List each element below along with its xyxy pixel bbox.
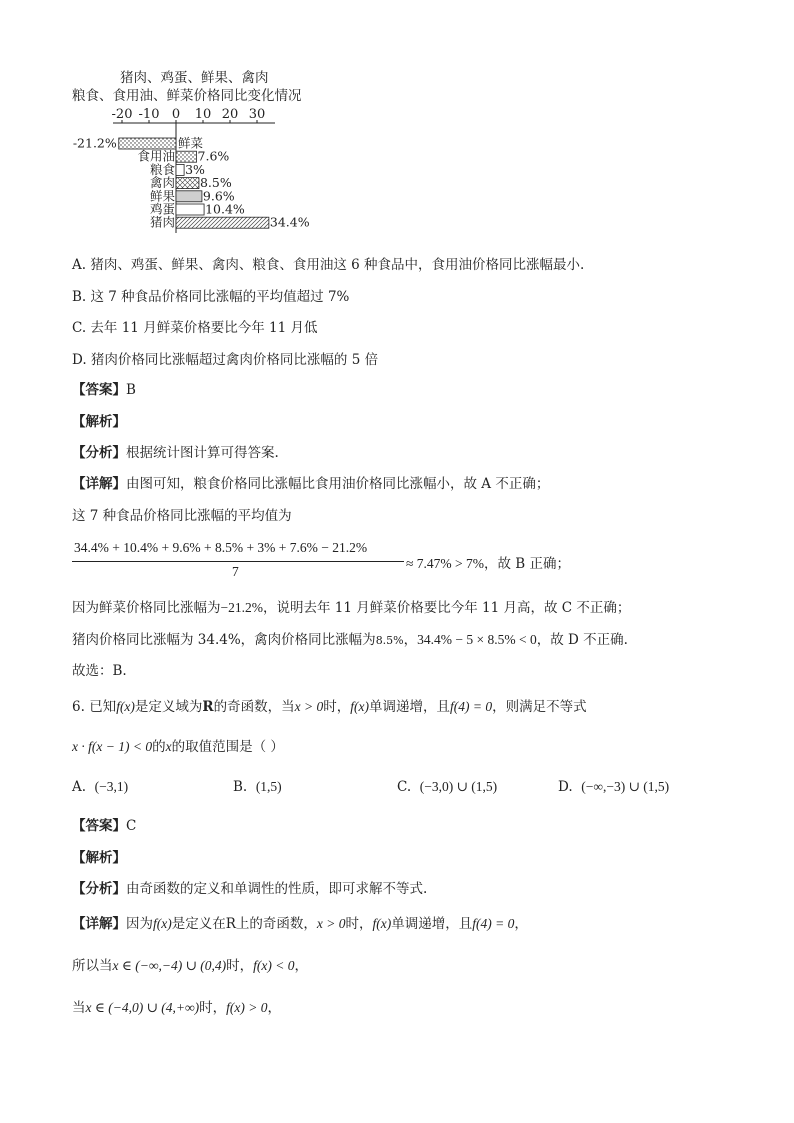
q6-option-c: C. (−3,0) ∪ (1,5): [397, 779, 498, 795]
q6-option-b: B. (1,5): [233, 779, 282, 795]
q5-avg-text: 这 7 种食品价格同比涨幅的平均值为: [72, 508, 292, 524]
bar-3: [176, 178, 199, 189]
value-label: 7.6%: [197, 148, 230, 164]
chart-title-line2: 粮食、食用油、鲜菜价格同比变化情况: [72, 88, 302, 104]
bar-4: [176, 191, 202, 202]
fraction-denominator: 7: [232, 564, 239, 579]
category-label: 猪肉: [149, 214, 175, 230]
x-tick-label: 20: [221, 107, 239, 122]
x-tick-label: -20: [111, 107, 133, 122]
q6-fenxi: 【分析】由奇函数的定义和单调性的性质，即可求解不等式.: [72, 881, 428, 897]
q6-option-a: A. (−3,1): [72, 779, 129, 795]
value-label: -21.2%: [72, 135, 117, 151]
x-tick-label: 0: [171, 107, 181, 122]
bar-2: [176, 164, 184, 175]
value-label: 3%: [185, 161, 205, 177]
q5-answer: 【答案】B: [72, 382, 136, 398]
q5-xiangjie: 【详解】由图可知，粮食价格同比涨幅比食用油价格同比涨幅小，故 A 不正确；: [72, 476, 550, 492]
q5-line-d: 猪肉价格同比涨幅为 34.4%，禽肉价格同比涨幅为8.5%，34.4% − 5 × 8.5% < 0，故 D 不正确.: [72, 632, 628, 648]
q6-analysis-label: 【解析】: [72, 850, 126, 866]
bar-6: [176, 217, 269, 228]
q6-detail-line2: 当x ∈ (−4,0) ∪ (4,+∞)时，f(x) > 0，: [72, 1000, 281, 1016]
q6-stem-line1: 6. 已知f(x)是定义域为R的奇函数，当x > 0时，f(x)单调递增，且f(4) = 0，则满足不等式: [72, 699, 587, 715]
category-label: 粮食: [149, 161, 175, 177]
x-tick-label: -10: [138, 107, 160, 122]
x-tick-label: 10: [194, 107, 212, 122]
category-label: 鲜果: [149, 188, 175, 204]
category-label: 鸡蛋: [149, 201, 175, 217]
q6-stem-line2: x · f(x − 1) < 0的x的取值范围是（ ）: [72, 739, 284, 755]
bar-5: [176, 204, 204, 215]
q5-option-c: C. 去年 11 月鲜菜价格要比今年 11 月低: [72, 320, 318, 336]
value-label: 9.6%: [202, 188, 235, 204]
bar-1: [176, 151, 197, 162]
q5-choose: 故选：B.: [72, 663, 127, 679]
category-label: 禽肉: [149, 175, 175, 191]
q6-detail-line1: 所以当x ∈ (−∞,−4) ∪ (0,4)时，f(x) < 0，: [72, 958, 308, 974]
fraction-bar: [72, 561, 404, 562]
category-label: 鲜菜: [178, 135, 204, 151]
q5-fenxi: 【分析】根据统计图计算可得答案.: [72, 445, 279, 461]
category-label: 食用油: [137, 148, 175, 164]
value-label: 10.4%: [205, 201, 245, 217]
q5-option-b: B. 这 7 种食品价格同比涨幅的平均值超过 7%: [72, 289, 350, 305]
q5-line-c: 因为鲜菜价格同比涨幅为−21.2%，说明去年 11 月鲜菜价格要比今年 11 月高，故 C 不正确；: [72, 600, 631, 616]
fraction-result: ≈ 7.47% > 7%，故 B 正确；: [406, 556, 571, 572]
bar-0: [119, 138, 176, 149]
value-label: 34.4%: [269, 214, 310, 230]
q5-option-a: A. 猪肉、鸡蛋、鲜果、禽肉、粮食、食用油这 6 种食品中，食用油价格同比涨幅最小.: [72, 257, 585, 273]
value-label: 8.5%: [199, 175, 232, 191]
q6-option-d: D. (−∞,−3) ∪ (1,5): [558, 779, 670, 795]
q5-option-d: D. 猪肉价格同比涨幅超过禽肉价格同比涨幅的 5 倍: [72, 352, 379, 368]
q6-answer: 【答案】C: [72, 818, 137, 834]
chart-title-line1: 猪肉、鸡蛋、鲜果、禽肉: [120, 70, 269, 86]
x-tick-label: 30: [248, 107, 266, 122]
fraction-numerator: 34.4% + 10.4% + 9.6% + 8.5% + 3% + 7.6% − 21.2%: [74, 540, 368, 555]
q6-xiangjie: 【详解】因为f(x)是定义在R上的奇函数，x > 0时，f(x)单调递增，且f(4) = 0，: [72, 916, 528, 932]
q5-analysis-label: 【解析】: [72, 414, 126, 430]
